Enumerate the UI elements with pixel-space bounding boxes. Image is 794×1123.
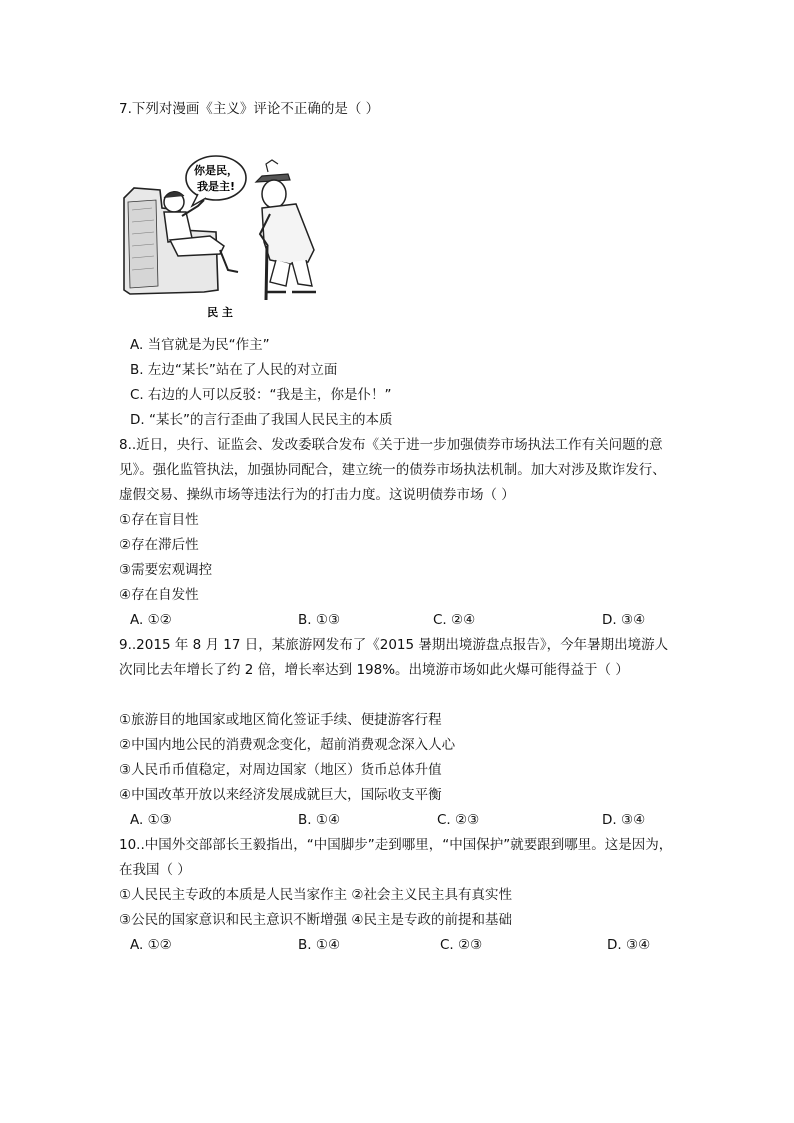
q9-item-2: ②中国内地公民的消费观念变化，超前消费观念深入人心 (119, 737, 456, 753)
q9-stem-line-1: 9..2015 年 8 月 17 日，某旅游网发布了《2015 暑期出境游盘点报告》，今年暑期出境游人 (119, 637, 669, 653)
q8-choice-d: D. ③④ (602, 612, 646, 628)
q8-choice-a: A. ①② (130, 612, 172, 628)
q7-option-d: D. “某长”的言行歪曲了我国人民民主的本质 (130, 412, 393, 428)
q9-choice-d: D. ③④ (602, 812, 646, 828)
q8-item-3: ③需要宏观调控 (119, 562, 213, 578)
q10-choice-c: C. ②③ (440, 937, 483, 953)
q10-items-line-2: ③公民的国家意识和民主意识不断增强 ④民主是专政的前提和基础 (119, 912, 512, 928)
q10-stem-line-2: 在我国（ ） (119, 862, 191, 878)
q9-choice-b: B. ①④ (298, 812, 341, 828)
q7-option-b: B. 左边“某长”站在了人民的对立面 (130, 362, 338, 378)
q8-choice-b: B. ①③ (298, 612, 341, 628)
q9-choice-c: C. ②③ (437, 812, 480, 828)
cartoon-caption: 民 主 (207, 306, 233, 319)
speech-line-2: 我是主! (196, 180, 236, 193)
q10-choice-b: B. ①④ (298, 937, 341, 953)
q8-choices (0, 610, 794, 630)
q8-item-4: ④存在自发性 (119, 587, 199, 603)
q8-item-1: ①存在盲目性 (119, 512, 199, 528)
q7-option-a: A. 当官就是为民“作主” (130, 337, 270, 353)
q9-item-3: ③人民币币值稳定，对周边国家（地区）货币总体升值 (119, 762, 442, 778)
q9-stem-line-2: 次同比去年增长了约 2 倍，增长率达到 198%。出境游市场如此火爆可能得益于（ ） (119, 662, 629, 678)
q10-stem-line-1: 10..中国外交部部长王毅指出，“中国脚步”走到哪里，“中国保护”就要跟到哪里。这是因为， (119, 837, 673, 853)
q10-choices (0, 935, 794, 955)
cartoon-drawing (120, 150, 330, 325)
q9-choices (0, 810, 794, 830)
q9-choice-a: A. ①③ (130, 812, 172, 828)
q10-choice-d: D. ③④ (607, 937, 651, 953)
q8-choice-c: C. ②④ (433, 612, 476, 628)
q8-stem-line-3: 虚假交易、操纵市场等违法行为的打击力度。这说明债券市场（ ） (119, 487, 515, 503)
q9-item-4: ④中国改革开放以来经济发展成就巨大，国际收支平衡 (119, 787, 442, 803)
q7-stem: 7.下列对漫画《主义》评论不正确的是（ ） (119, 101, 380, 117)
q7-option-c: C. 右边的人可以反驳：“我是主，你是仆！” (130, 387, 392, 403)
speech-line-1: 你是民， (194, 164, 238, 177)
cartoon-image (120, 150, 330, 325)
q10-choice-a: A. ①② (130, 937, 172, 953)
q9-item-1: ①旅游目的地国家或地区简化签证手续、便捷游客行程 (119, 712, 442, 728)
q10-items-line-1: ①人民民主专政的本质是人民当家作主 ②社会主义民主具有真实性 (119, 887, 512, 903)
q8-stem-line-1: 8..近日，央行、证监会、发改委联合发布《关于进一步加强债券市场执法工作有关问题的意 (119, 437, 663, 453)
q8-item-2: ②存在滞后性 (119, 537, 199, 553)
q8-stem-line-2: 见》。强化监管执法，加强协同配合，建立统一的债券市场执法机制。加大对涉及欺诈发行、 (119, 462, 666, 478)
